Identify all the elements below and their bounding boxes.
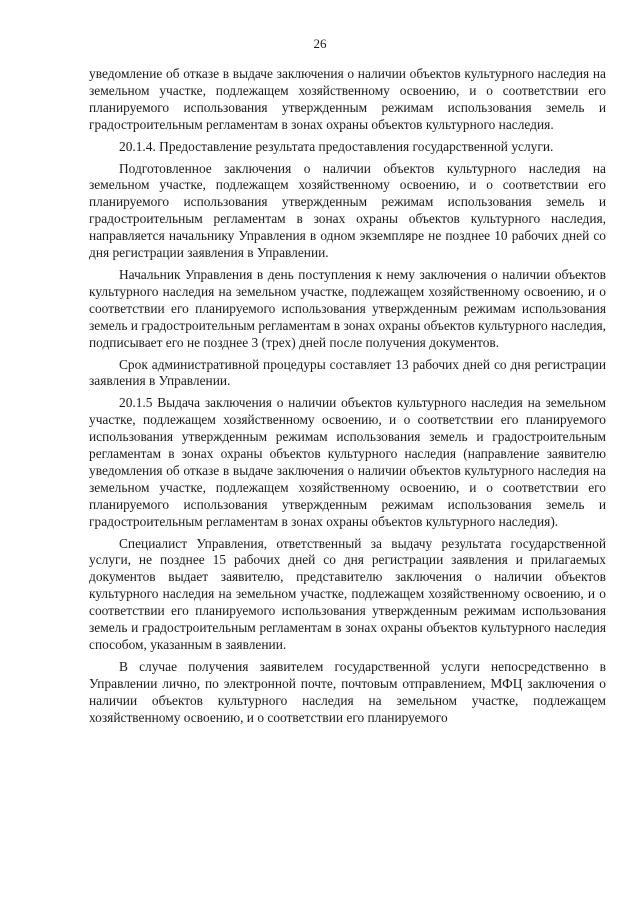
paragraph-section-20-1-5: 20.1.5 Выдача заключения о наличии объектов культурного наследия на земельном участке, подлежащем хозяйственному освоению, и о соответствии его планируемого использования утвержденным режимам использования земель и градостроительным регламентам в зонах охраны объектов культурного наследия (направление заявителю уведомления об отказе в выдаче заключения о наличии объектов культурного наследия на земельном участке, подлежащем хозяйственному освоению, и о соответствии его планируемого использования утвержденным режимам использования земель и градостроительным регламентам в зонах охраны объектов культурного наследия). [89, 395, 606, 529]
paragraph-section-20-1-4: 20.1.4. Предоставление результата предоставления государственной услуги. [119, 138, 554, 154]
paragraph-receipt-methods: В случае получения заявителем государственной услуги непосредственно в Управлении лично, по электронной почте, почтовым отправлением, МФЦ заключения о наличии объектов культурного наследия на земельном участке, подлежащем хозяйственному освоению, и о соответствии его планируемого [89, 658, 606, 725]
paragraph-prepared-conclusion: Подготовленное заключения о наличии объектов культурного наследия на земельном участке, подлежащем хозяйственному освоению, и о соответствии его планируемого использования утвержденным режимам использования земель и градостроительным регламентам в зонах охраны объектов культурного наследия, направляется начальнику Управления в одном экземпляре не позднее 10 рабочих дней со дня регистрации заявления в Управлении. [89, 160, 606, 261]
paragraph-specialist-issues: Специалист Управления, ответственный за выдачу результата государственной услуги, не позднее 15 рабочих дней со дня регистрации заявления и прилагаемых документов выдает заявителю, представителю заключения о наличии объектов культурного наследия на земельном участке, подлежащем хозяйственному освоению, и о соответствии его планируемого использования утвержденным режимам использования земель и градостроительным регламентам в зонах охраны объектов культурного наследия способом, указанным в заявлении. [89, 535, 606, 652]
document-body [89, 66, 606, 732]
paragraph-procedure-term: Срок административной процедуры составляет 13 рабочих дней со дня регистрации заявления в Управлении. [89, 356, 606, 389]
paragraph-head-signs: Начальник Управления в день поступления к нему заключения о наличии объектов культурного наследия на земельном участке, подлежащем хозяйственному освоению, и о соответствии его планируемого использования утвержденным режимам использования земель и градостроительным регламентам в зонах охраны объектов культурного наследия, подписывает его не позднее 3 (трех) дней после получения документов. [89, 266, 606, 350]
paragraph-refusal-notice: уведомление об отказе в выдаче заключения о наличии объектов культурного наследия на земельном участке, подлежащем хозяйственному освоению, и о соответствии его планируемого использования утвержденным режимам использования земель и градостроительным регламентам в зонах охраны объектов культурного наследия. [89, 66, 606, 132]
page-number: 26 [313, 36, 327, 51]
